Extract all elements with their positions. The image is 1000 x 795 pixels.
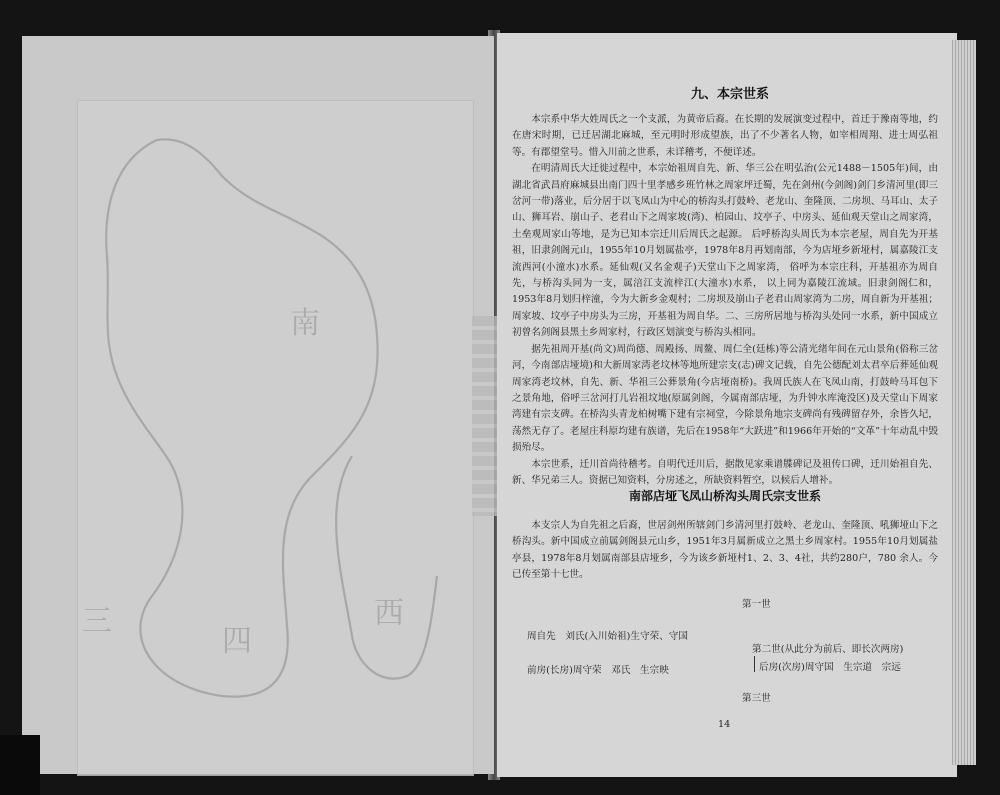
page-number: 14 [718, 719, 731, 730]
section-subtitle: 南部店垭飞凤山桥沟头周氏宗支世系 [628, 489, 821, 503]
paragraph: 本宗世系，迁川首尚待稽考。自明代迁川后，据散见家乘谱牒碑记及祖传口碑，迁川始祖自先、新、华兄弟三人。资据已知资料，分房述之，所缺资料暂空，以候后人增补。 [512, 458, 938, 486]
faded-map-drawing [22, 36, 494, 774]
subsection-text [512, 518, 938, 584]
genealogy-entry: 前房(长房)周守荣 邓氏 生宗映 [527, 665, 669, 676]
body-text [512, 112, 938, 489]
map-label: 三 [82, 604, 112, 639]
bleed-through-text [472, 316, 498, 516]
branch-bracket [754, 656, 755, 672]
paragraph: 本支宗人为自先祖之后裔，世居剑州所辖剑门乡清河里打鼓岭、老龙山、奎隆顶、吼狮垭山下之桥沟头。新中国成立前属剑阁县元山乡，1951年3月属新成立之黑土乡周家村。1955年10月划属盐亭县，1978年8月划属南部县店垭乡，今为该乡新垭村1、2、3、4社，共约280户，780 余人。今已传至第十七世。 [512, 520, 938, 581]
generation-label: 第三世 [742, 693, 771, 704]
left-page [22, 36, 494, 774]
genealogy-entry: 后房(次房)周守国 生宗道 宗远 [759, 662, 901, 673]
generation-label: 第一世 [742, 599, 771, 610]
paragraph: 据先祖周开基(尚文)周尚德、周殿扬、周鳌、周仁全(廷栋)等公清光绪年间在元山景角(俗称三岔河，今南部店垭境)和大新周家湾老坟林等地所建宗支(志)碑文记载，自先公德配刘太君卒后葬延仙观周家湾老坟林，自先、新、华祖三公葬景角(今店垭南桥)。我周氏族人在飞凤山南，打鼓岭马耳包下之景角地，俗呼三岔河打儿岩祖坟地(原属剑阁，今属南部店垭，为升钟水库淹没区)及天堂山下周家湾建有宗支碑。在桥沟头青龙柏树嘴下建有宗祠堂，今除景角地宗支碑尚有残碑留存外，余皆久圮，荡然无存了。老屋庄科原均建有族谱，先后在1958年“大跃进”和1966年开始的“文革”十年动乱中毁损殆尽。 [512, 343, 938, 454]
paragraph: 本宗系中华大姓周氏之一个支派，为黄帝后裔。在长期的发展演变过程中，首迁于豫南等地，约在唐宋时期，已迁居湖北麻城，至元明时形成望族，出了不少著名人物，如宰相周翔、进士周弘祖等。有郡望堂号。惜入川前之世系，未详稽考，不便详述。 [512, 114, 938, 158]
page-title: 九、本宗世系 [690, 87, 769, 102]
genealogy-entry: 周自先 刘氏(入川始祖)生守荣、守国 [527, 631, 688, 642]
map-label: 四 [222, 624, 252, 659]
paragraph: 在明清周氏大迁徙过程中，本宗始祖周自先、新、华三公在明弘治(公元1488－1505年)间，由湖北省武昌府麻城县出南门四十里孝感乡班竹林之周家坪迁蜀，先在剑州(今剑阁)剑门乡清河里(即三岔河一带)落业，后分居于以飞凤山为中心的桥沟头打鼓岭、老龙山、奎隆顶、二房坝、马耳山、太子山、狮耳岩、崩山子、老君山下之周家坡(湾)、柏园山、坟亭子、中房头、延仙观天堂山之周家湾，土垒观周家山等地，是为已知本宗迁川后周氏之起源。 后呼桥沟头周氏为本宗老屋，周自先为开基祖，旧隶剑阁元山，1955年10月划属盐亭，1978年8月再划南部，今为店垭乡新垭村，属嘉陵江支流西河(小潼水)水系。延仙观(又名金观子)天堂山下之周家湾， 俗呼为本宗庄科，开基祖亦为周自先，与桥沟头同为一支，属涪江支流梓江(大潼水)水系， 以上同为嘉陵江流域。旧隶剑阁仁和，1953年8月划归梓潼，今为大新乡金观村；二房坝及崩山子老君山周家湾为二房，周自新为开基祖；周家坡、坟亭子中房头为三房，开基祖为周自华。二、三房所居地与桥沟头处同一水系，新中国成立初曾名剑阁县黑土乡周家村，行政区划演变与桥沟头相同。 [512, 163, 938, 339]
generation-label: 第二世(从此分为前后、即长次两房) [752, 644, 904, 655]
map-label: 南 [290, 306, 320, 341]
page-stack-edge [952, 40, 976, 765]
map-label: 西 [374, 596, 404, 631]
dark-corner [0, 735, 40, 795]
